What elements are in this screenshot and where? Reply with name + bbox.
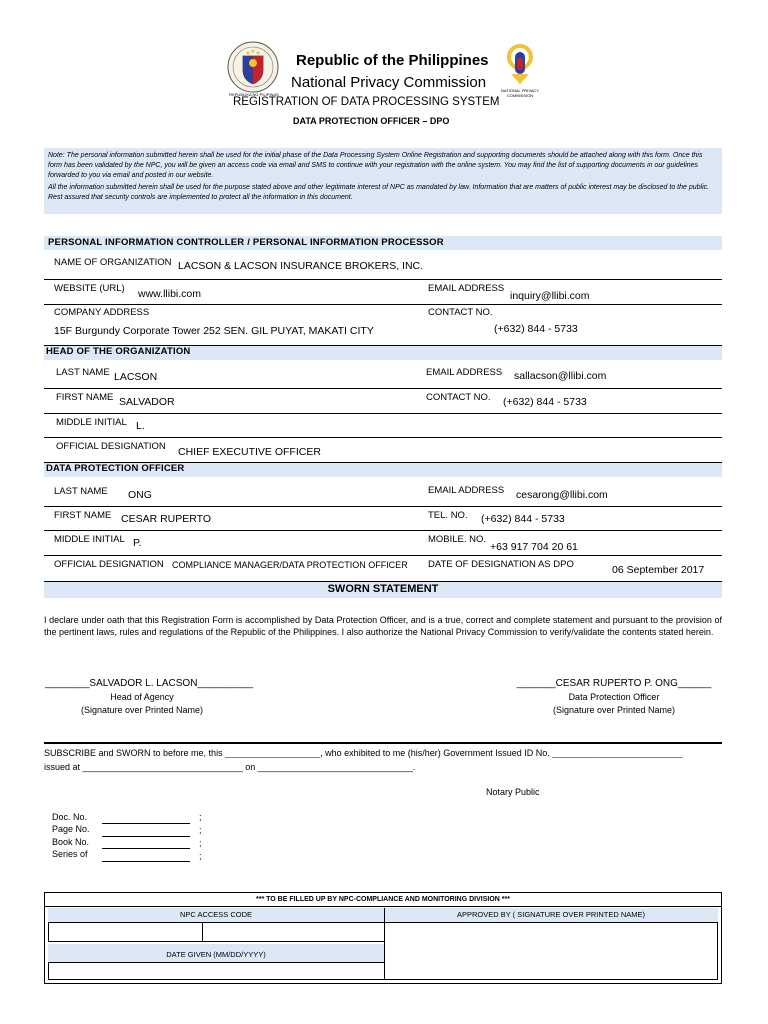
org-value[interactable]: LACSON & LACSON INSURANCE BROKERS, INC. — [178, 260, 424, 272]
dpo-tel-value[interactable]: (+632) 844 - 5733 — [481, 513, 565, 525]
head-middle-value[interactable]: L. — [136, 420, 145, 432]
pic-email-label: EMAIL ADDRESS — [428, 283, 505, 294]
divider — [44, 906, 722, 907]
dpo-first-label: FIRST NAME — [54, 510, 112, 521]
divider — [44, 413, 722, 414]
dpo-mobile-value[interactable]: +63 917 704 20 61 — [490, 541, 578, 553]
head-desig-value[interactable]: CHIEF EXECUTIVE OFFICER — [178, 446, 321, 458]
doc-no-line[interactable] — [102, 823, 190, 824]
doc-no-label: Doc. No. — [52, 812, 88, 822]
dpo-mobile-label: MOBILE. NO. — [428, 534, 487, 545]
sig1-name: ________SALVADOR L. LACSON__________ — [44, 678, 254, 689]
divider — [44, 279, 722, 280]
republic-title: Republic of the Philippines — [296, 52, 489, 69]
npc-logo-icon — [506, 44, 534, 86]
head-first-value[interactable]: SALVADOR — [119, 396, 175, 408]
notary-public: Notary Public — [486, 787, 540, 797]
approved-by-cell[interactable] — [384, 922, 718, 980]
sworn-title: SWORN STATEMENT — [327, 583, 439, 595]
npc-box-title: *** TO BE FILLED UP BY NPC-COMPLIANCE AND MONITORING DIVISION *** — [256, 896, 510, 903]
divider — [44, 437, 722, 438]
divider — [44, 530, 722, 531]
sig2-name: _______CESAR RUPERTO P. ONG______ — [516, 678, 712, 689]
dpo-first-value[interactable]: CESAR RUPERTO — [121, 513, 212, 525]
head-desig-label: OFFICIAL DESIGNATION — [56, 441, 166, 452]
access-code-cell-2[interactable] — [202, 922, 385, 942]
divider — [44, 304, 722, 305]
divider — [44, 506, 722, 507]
dpo-email-value[interactable]: cesarong@llibi.com — [516, 489, 608, 501]
access-code-cell-1[interactable] — [48, 922, 203, 942]
sig1-note: (Signature over Printed Name) — [80, 705, 204, 715]
head-email-value[interactable]: sallacson@llibi.com — [514, 370, 607, 382]
series-of-semi: ; — [199, 851, 202, 861]
dpo-date-value[interactable]: 06 September 2017 — [612, 564, 705, 576]
note-paragraph-1: Note: The personal information submitted herein shall be used for the initial phase of the Data Processing System Online Registration and supporting documents should be attached along with this form. Once this form has been validated by the NPC, you will be given an access code via email and SMS to continue with your registration with the online system. You may find the list of supporting documents in our guidelines forwarded to you via email and posted in our website. — [48, 152, 703, 179]
website-label: WEBSITE (URL) — [54, 283, 125, 294]
privacy-note — [44, 148, 722, 214]
seal-left-caption: REPUBLIKA NG PILIPINAS — [229, 92, 279, 97]
dpo-desig-value[interactable]: COMPLIANCE MANAGER/DATA PROTECTION OFFICER — [172, 560, 408, 570]
note-paragraph-2: All the information submitted herein shall be used for the purpose stated above and other legitimate interest of NPC as mandated by law. Information that are matters of public interest may be disclosed to the public. Rest assured that security controls are implemented to protect all the information in this document. — [48, 184, 710, 201]
dpo-email-label: EMAIL ADDRESS — [428, 485, 505, 496]
address-value[interactable]: 15F Burgundy Corporate Tower 252 SEN. GIL PUYAT, MAKATI CITY — [54, 325, 374, 337]
notary-divider — [44, 742, 722, 744]
page-no-line[interactable] — [102, 836, 190, 837]
divider — [44, 555, 722, 556]
dpo-last-label: LAST NAME — [54, 486, 108, 497]
philippine-seal-icon — [226, 40, 280, 94]
date-given-header: DATE GIVEN (MM/DD/YYYY) — [166, 950, 266, 959]
page-no-label: Page No. — [52, 824, 90, 834]
address-label: COMPANY ADDRESS — [54, 307, 150, 318]
npc-logo-caption: NATIONAL PRIVACY COMMISSION — [501, 88, 539, 98]
divider — [44, 388, 722, 389]
head-contact-value[interactable]: (+632) 844 - 5733 — [503, 396, 587, 408]
access-code-header: NPC ACCESS CODE — [179, 910, 253, 919]
date-given-cell[interactable] — [48, 962, 385, 980]
doc-no-semi: ; — [199, 812, 202, 822]
dpo-title: DATA PROTECTION OFFICER – DPO — [293, 116, 450, 126]
head-section-title: HEAD OF THE ORGANIZATION — [46, 346, 191, 357]
notary-line-2: issued at ________________________________ on _______________________________. — [44, 762, 416, 772]
head-contact-label: CONTACT NO. — [426, 392, 491, 403]
book-no-line[interactable] — [102, 848, 190, 849]
head-first-label: FIRST NAME — [56, 392, 114, 403]
sig2-note: (Signature over Printed Name) — [552, 705, 676, 715]
head-last-label: LAST NAME — [56, 367, 110, 378]
website-value[interactable]: www.llibi.com — [138, 288, 202, 300]
head-last-value[interactable]: LACSON — [114, 371, 158, 383]
sworn-text: I declare under oath that this Registration Form is accomplished by Data Protection Officer, and is a true, correct and complete statement and pursuant to the provision of the pertinent laws, rules and regulations of the Republic of the Philippines. I also authorize the National Privacy Commission to verify/validate the contents stated herein. — [44, 615, 722, 637]
notary-line-1: SUBSCRIBE and SWORN to before me, this ___________________, who exhibited to me (his/her) Government Issued ID No. __________________________ — [44, 748, 683, 758]
series-of-line[interactable] — [102, 861, 190, 862]
series-of-label: Series of — [52, 849, 88, 859]
page-no-semi: ; — [199, 825, 202, 835]
commission-title: National Privacy Commission — [291, 74, 487, 91]
dpo-tel-label: TEL. NO. — [428, 510, 468, 521]
pic-contact-label: CONTACT NO. — [428, 307, 493, 318]
sig1-role: Head of Agency — [110, 692, 174, 702]
book-no-semi: ; — [199, 838, 202, 848]
pic-contact-value[interactable]: (+632) 844 - 5733 — [494, 323, 578, 335]
head-middle-label: MIDDLE INITIAL — [56, 417, 127, 428]
org-label: NAME OF ORGANIZATION — [54, 257, 172, 268]
approved-by-header: APPROVED BY ( SIGNATURE OVER PRINTED NAME) — [456, 910, 646, 919]
book-no-label: Book No. — [52, 837, 90, 847]
dpo-section-title: DATA PROTECTION OFFICER — [46, 463, 185, 474]
head-email-label: EMAIL ADDRESS — [426, 367, 503, 378]
pic-section-title: PERSONAL INFORMATION CONTROLLER / PERSONAL INFORMATION PROCESSOR — [48, 237, 444, 248]
sig2-role: Data Protection Officer — [568, 692, 660, 702]
pic-email-value[interactable]: inquiry@llibi.com — [510, 290, 590, 302]
dpo-last-value[interactable]: ONG — [128, 489, 152, 501]
dpo-middle-value[interactable]: P. — [133, 537, 142, 549]
dpo-middle-label: MIDDLE INITIAL — [54, 534, 125, 545]
dpo-date-label: DATE OF DESIGNATION AS DPO — [428, 559, 574, 570]
dpo-desig-label: OFFICIAL DESIGNATION — [54, 559, 164, 570]
registration-title: REGISTRATION OF DATA PROCESSING SYSTEM — [233, 96, 500, 108]
